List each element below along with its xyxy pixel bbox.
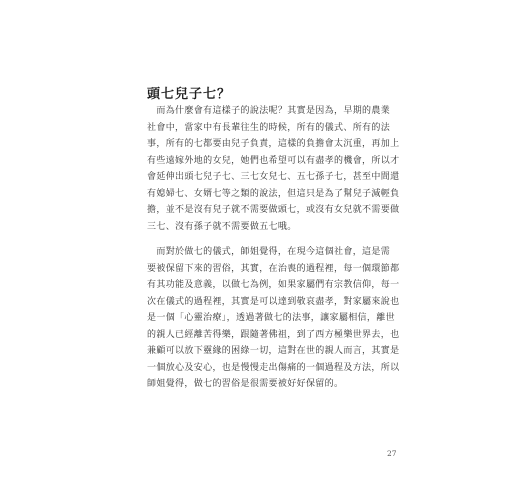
paragraph-line: 會延伸出頭七兒子七、三七女兒七、五七孫子七，甚至中間還 <box>147 172 400 182</box>
paragraph-line: 有其功能及意義，以做七為例，如果家屬們有宗教信仰，每一 <box>147 280 400 290</box>
paragraph-line: 有些遠嫁外地的女兒，她們也希望可以有盡孝的機會，所以才 <box>147 155 400 166</box>
paragraph-line: 擔，並不是沒有兒子就不需要做頭七，或沒有女兒就不需要做 <box>147 205 400 215</box>
paragraph-line: 師姐覺得，做七的習俗是很需要被好好保留的。 <box>147 379 344 389</box>
paragraph-line: 有媳婦七、女婿七等之類的說法，但這只是為了幫兒子減輕負 <box>147 188 400 199</box>
paragraph-line: 而對於做七的儀式，師姐覺得，在現今這個社會，這是需 <box>147 247 391 257</box>
paragraph-line: 的親人已經離苦得樂，跟隨著佛祖，到了西方極樂世界去，也 <box>147 329 400 340</box>
page-number: 27 <box>387 449 397 458</box>
paragraph-line: 是一個「心靈治療」，透過著做七的法事，讓家屬相信，離世 <box>147 313 395 323</box>
section-heading: 頭七兒子七？ <box>147 87 232 102</box>
paragraph-1 <box>147 103 399 235</box>
paragraph-line: 三七、沒有孫子就不需要做五七哦。 <box>147 221 297 232</box>
paragraph-line: 而為什麼會有這樣子的說法呢？其實是因為，早期的農業 <box>147 106 391 116</box>
paragraph-line: 要被保留下來的習俗，其實，在治喪的過程裡，每一個環節都 <box>147 263 400 274</box>
paragraph-line: 次在儀式的過程裡，其實是可以達到敬哀盡孝，對家屬來說也 <box>147 296 400 307</box>
paragraph-line: 社會中，當家中有長輩往生的時候，所有的儀式、所有的法 <box>147 122 391 133</box>
paragraph-2 <box>147 244 399 393</box>
paragraph-line: 事，所有的七都要由兒子負責，這樣的負擔會太沉重，再加上 <box>147 139 400 149</box>
paragraph-line: 兼顧可以放下靈緣的困綠一切，這對在世的親人而言，其實是 <box>147 346 400 356</box>
paragraph-line: 一個放心及安心，也是慢慢走出傷痛的一個過程及方法，所以 <box>147 362 400 373</box>
